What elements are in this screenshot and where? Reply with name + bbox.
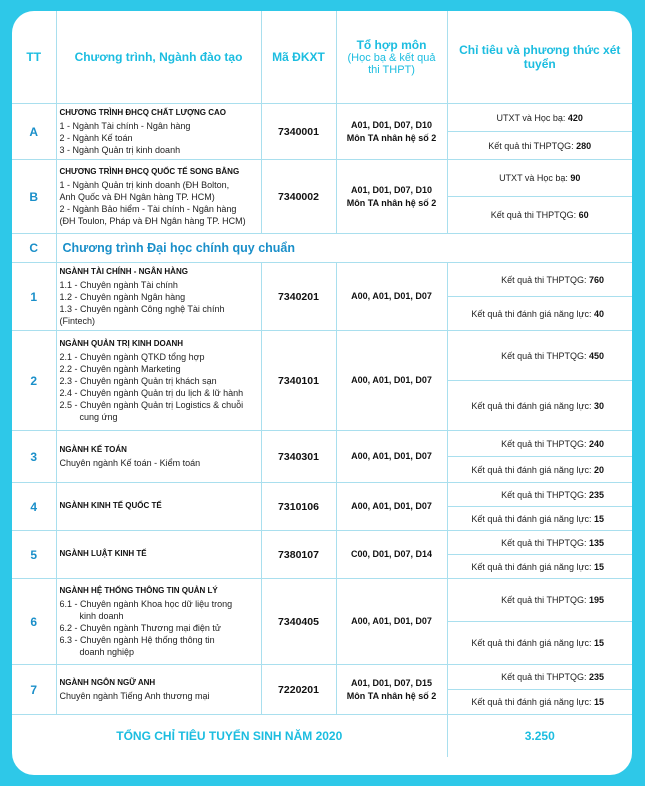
row-number: A [12,104,56,160]
quota-secondary [447,381,632,431]
table-header [12,11,632,104]
quota-method: Kết quả thi THPTQG: [501,489,589,500]
quota-primary [447,263,632,297]
header-code: Mã ĐKXT [261,11,336,104]
header-combo-title: Tổ hợp môn [356,38,427,52]
program-cell [56,531,261,579]
quota-value: 90 [570,173,581,183]
quota-value: 450 [588,350,604,361]
combo-subjects: C00, D01, D07, D14 [350,549,433,559]
combo-subjects: A00, A01, D01, D07 [351,451,432,461]
row-number: 5 [12,531,56,579]
quota-secondary [447,297,632,331]
program-line: 2.2 - Chuyên ngành Marketing [59,364,181,374]
table-row [12,579,632,622]
combo-subjects: A00, A01, D01, D07 [351,375,432,385]
subject-combination [336,579,447,665]
combo-note: Môn TA nhân hệ số 2 [346,132,437,143]
program-line: 6.3 - Chuyên ngành Hệ thống thông tin [59,635,215,645]
quota-primary [447,531,632,555]
header-quota: Chỉ tiêu và phương thức xét tuyển [447,11,632,104]
program-line: Chuyên ngành Tiếng Anh thương mại [59,691,210,701]
quota-method: Kết quả thi THPTQG: [488,140,577,151]
program-cell [56,665,261,715]
quota-method: Kết quả thi đánh giá năng lực: [471,697,594,707]
quota-method: UTXT và Học bạ: [496,112,568,123]
quota-secondary [447,622,632,665]
program-cell [56,263,261,331]
program-line: 1 - Ngành Tài chính - Ngân hàng [59,121,191,131]
quota-value: 195 [588,595,604,605]
combo-subjects: A01, D01, D07, D15 [350,677,433,688]
header-combo-sub2: thi THPT) [368,64,415,76]
quota-primary [447,483,632,507]
subject-combination [336,431,447,483]
program-name: NGÀNH TÀI CHÍNH - NGÂN HÀNG [59,267,188,276]
admission-code: 7220201 [261,665,336,715]
combo-subjects: A00, A01, D01, D07 [351,291,432,301]
quota-method: Kết quả thi THPTQG: [501,274,589,285]
program-name: NGÀNH NGÔN NGỮ ANH [59,678,156,687]
subject-combination [336,263,447,331]
program-name: NGÀNH LUẬT KINH TẾ [59,549,147,558]
program-line: 1.1 - Chuyên ngành Tài chính [59,280,178,290]
program-cell [56,483,261,531]
quota-method: Kết quả thi đánh giá năng lực: [471,561,594,572]
header-combo-sub1: (Học bạ & kết quả [347,52,436,64]
quota-secondary [447,507,632,531]
quota-value: 60 [578,210,589,220]
program-line: 1.3 - Chuyên ngành Công nghệ Tài chính [59,304,225,314]
total-label: TỔNG CHỈ TIÊU TUYỂN SINH NĂM 2020 [12,715,447,758]
program-name: NGÀNH HỆ THỐNG THÔNG TIN QUẢN LÝ [59,586,218,595]
quota-secondary [447,457,632,483]
quota-value: 15 [593,638,604,648]
quota-method: Kết quả thi đánh giá năng lực: [471,638,594,648]
admission-code: 7340301 [261,431,336,483]
admission-table [12,11,632,757]
subject-combination [336,665,447,715]
combo-note: Môn TA nhân hệ số 2 [346,197,437,208]
subject-combination [336,483,447,531]
program-line: doanh nghiệp [79,647,135,657]
combo-note: Môn TA nhân hệ số 2 [346,690,437,701]
quota-primary [447,331,632,381]
program-line: 1.2 - Chuyên ngành Ngân hàng [59,292,186,302]
admission-table-card [12,11,632,775]
quota-value: 280 [576,140,592,151]
program-line: (ĐH Toulon, Pháp và ĐH Ngân hàng TP. HCM) [59,216,246,226]
total-row [12,715,632,758]
quota-method: Kết quả thi THPTQG: [501,595,589,605]
combo-subjects: A01, D01, D07, D10 [350,119,433,130]
quota-method: Kết quả thi đánh giá năng lực: [471,513,594,524]
quota-method: UTXT và Học bạ: [499,173,571,183]
quota-value: 420 [567,112,583,123]
row-number: B [12,160,56,234]
program-line: 6.1 - Chuyên ngành Khoa học dữ liệu trong [59,599,233,609]
program-name: CHƯƠNG TRÌNH ĐHCQ CHẤT LƯỢNG CAO [59,108,226,117]
admission-code: 7340405 [261,579,336,665]
program-cell [56,579,261,665]
quota-method: Kết quả thi THPTQG: [501,350,589,361]
admission-code: 7340001 [261,104,336,160]
table-row [12,531,632,555]
program-name: NGÀNH QUẢN TRỊ KINH DOANH [59,339,184,348]
table-row [12,331,632,381]
quota-secondary [447,132,632,160]
admission-code: 7380107 [261,531,336,579]
quota-value: 235 [588,489,604,500]
program-line: cung ứng [79,412,118,422]
quota-secondary [447,690,632,715]
table-row [12,431,632,457]
table-row [12,263,632,297]
table-row [12,104,632,132]
total-value: 3.250 [447,715,632,758]
program-line: 1 - Ngành Quản trị kinh doanh (ĐH Bolton, [59,180,230,190]
quota-method: Kết quả thi đánh giá năng lực: [471,308,594,319]
section-c-title: Chương trình Đại học chính quy chuẩn [56,234,632,263]
table-row [12,483,632,507]
table-row [12,665,632,690]
row-number: 6 [12,579,56,665]
program-line: Anh Quốc và ĐH Ngân hàng TP. HCM) [59,192,215,202]
quota-primary [447,665,632,690]
quota-value: 30 [593,400,604,411]
program-line: 3 - Ngành Quản trị kinh doanh [59,145,181,155]
quota-primary [447,160,632,197]
quota-method: Kết quả thi đánh giá năng lực: [471,400,594,411]
table-row [12,160,632,197]
section-c-row [12,234,632,263]
quota-value: 15 [593,513,604,524]
subject-combination [336,331,447,431]
program-cell [56,331,261,431]
program-name: NGÀNH KINH TẾ QUỐC TẾ [59,501,162,510]
program-line: 2.3 - Chuyên ngành Quản trị khách sạn [59,376,217,386]
program-line: 2 - Ngành Bảo hiểm - Tài chính - Ngân hàng [59,204,237,214]
quota-value: 235 [588,672,604,682]
header-tt: TT [12,11,56,104]
subject-combination [336,104,447,160]
quota-secondary [447,555,632,579]
quota-method: Kết quả thi THPTQG: [501,537,589,548]
quota-value: 15 [593,697,604,707]
admission-code: 7340201 [261,263,336,331]
program-cell [56,160,261,234]
quota-value: 40 [593,308,604,319]
subject-combination [336,531,447,579]
row-number: 4 [12,483,56,531]
quota-value: 135 [588,537,604,548]
quota-value: 20 [593,464,604,475]
section-c-letter: C [12,234,56,263]
admission-code: 7310106 [261,483,336,531]
quota-value: 240 [588,438,604,449]
quota-method: Kết quả thi THPTQG: [501,438,589,449]
quota-primary [447,104,632,132]
program-line: 6.2 - Chuyên ngành Thương mại điện tử [59,623,221,633]
quota-method: Kết quả thi đánh giá năng lực: [471,464,594,475]
quota-method: Kết quả thi THPTQG: [501,672,589,682]
program-line: 2.4 - Chuyên ngành Quản trị du lịch & lữ hành [59,388,244,398]
quota-method: Kết quả thi THPTQG: [490,210,579,220]
row-number: 1 [12,263,56,331]
admission-code: 7340002 [261,160,336,234]
quota-value: 15 [593,561,604,572]
combo-subjects: A00, A01, D01, D07 [351,616,432,626]
program-name: NGÀNH KẾ TOÁN [59,445,127,454]
combo-subjects: A00, A01, D01, D07 [351,501,432,511]
quota-value: 760 [588,274,604,285]
quota-primary [447,431,632,457]
program-line: (Fintech) [59,316,96,326]
program-line: 2 - Ngành Kế toán [59,133,133,143]
quota-secondary [447,197,632,234]
program-line: 2.5 - Chuyên ngành Quản trị Logistics & chuỗi [59,400,244,410]
row-number: 3 [12,431,56,483]
program-cell [56,104,261,160]
program-line: Chuyên ngành Kế toán - Kiểm toán [59,458,201,468]
row-number: 2 [12,331,56,431]
program-line: kinh doanh [79,611,124,621]
subject-combination [336,160,447,234]
program-cell [56,431,261,483]
combo-subjects: A01, D01, D07, D10 [350,184,433,195]
quota-primary [447,579,632,622]
header-program: Chương trình, Ngành đào tạo [56,11,261,104]
row-number: 7 [12,665,56,715]
admission-code: 7340101 [261,331,336,431]
header-combo [336,11,447,104]
program-line: 2.1 - Chuyên ngành QTKD tổng hợp [59,352,205,362]
program-name: CHƯƠNG TRÌNH ĐHCQ QUỐC TẾ SONG BẰNG [59,167,240,176]
